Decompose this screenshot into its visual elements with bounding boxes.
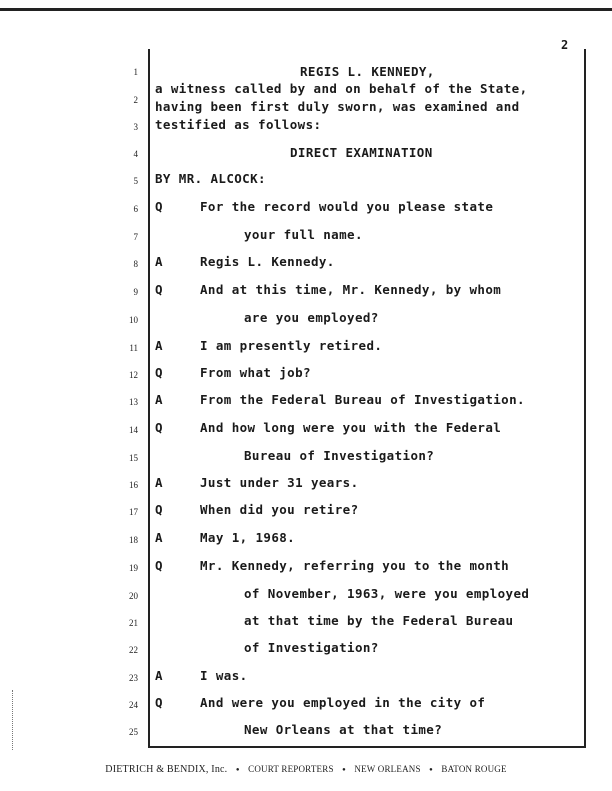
line-number: 1 bbox=[133, 67, 138, 77]
line-number: 24 bbox=[129, 700, 138, 710]
line-number: 7 bbox=[133, 232, 138, 242]
line-number: 14 bbox=[129, 425, 138, 435]
line-number: 6 bbox=[133, 204, 138, 214]
transcript-line: of Investigation? bbox=[244, 640, 379, 655]
footer-item-court-reporters: COURT REPORTERS bbox=[248, 764, 334, 774]
transcript-line: Mr. Kennedy, referring you to the month bbox=[200, 558, 510, 573]
top-rule bbox=[0, 8, 612, 11]
line-number: 13 bbox=[129, 397, 138, 407]
question-marker: Q bbox=[155, 502, 163, 517]
line-number: 3 bbox=[133, 122, 138, 132]
line-number: 8 bbox=[133, 259, 138, 269]
transcript-line: For the record would you please state bbox=[200, 199, 494, 214]
transcript-line: Regis L. Kennedy. bbox=[200, 254, 335, 269]
line-number: 12 bbox=[129, 370, 138, 380]
line-number: 21 bbox=[129, 618, 138, 628]
transcript-line: your full name. bbox=[244, 227, 363, 242]
footer-item-baton-rouge: BATON ROUGE bbox=[441, 764, 507, 774]
line-number: 11 bbox=[129, 343, 138, 353]
footer-separator: ● bbox=[429, 766, 433, 773]
line-number: 9 bbox=[133, 287, 138, 297]
line-number: 4 bbox=[133, 149, 138, 159]
transcript-line: having been first duly sworn, was examined and bbox=[155, 99, 520, 114]
answer-marker: A bbox=[155, 668, 163, 683]
footer-item-new-orleans: NEW ORLEANS bbox=[354, 764, 421, 774]
transcript-line: And how long were you with the Federal bbox=[200, 420, 502, 435]
question-marker: Q bbox=[155, 365, 163, 380]
line-number: 20 bbox=[129, 591, 138, 601]
question-marker: Q bbox=[155, 695, 163, 710]
line-number: 10 bbox=[129, 315, 138, 325]
transcript-line: Just under 31 years. bbox=[200, 475, 359, 490]
transcript-line: New Orleans at that time? bbox=[244, 722, 443, 737]
transcript-line: a witness called by and on behalf of the State, bbox=[155, 81, 528, 96]
transcript-line: I was. bbox=[200, 668, 248, 683]
answer-marker: A bbox=[155, 475, 163, 490]
margin-mark bbox=[12, 690, 19, 750]
line-number: 15 bbox=[129, 453, 138, 463]
question-marker: Q bbox=[155, 199, 163, 214]
transcript-line: BY MR. ALCOCK: bbox=[155, 171, 266, 186]
line-number: 18 bbox=[129, 535, 138, 545]
line-number: 22 bbox=[129, 645, 138, 655]
line-number: 25 bbox=[129, 727, 138, 737]
transcript-line: are you employed? bbox=[244, 310, 379, 325]
footer-separator: ● bbox=[235, 766, 240, 773]
question-marker: Q bbox=[155, 420, 163, 435]
transcript-line: And were you employed in the city of bbox=[200, 695, 486, 710]
transcript-line: at that time by the Federal Bureau bbox=[244, 613, 514, 628]
transcript-line: testified as follows: bbox=[155, 117, 322, 132]
section-heading: DIRECT EXAMINATION bbox=[290, 145, 433, 160]
line-number: 19 bbox=[129, 563, 138, 573]
answer-marker: A bbox=[155, 338, 163, 353]
line-number: 23 bbox=[129, 673, 138, 683]
footer-separator: ● bbox=[342, 766, 346, 773]
page-number: 2 bbox=[561, 38, 569, 52]
transcript-line: From what job? bbox=[200, 365, 311, 380]
line-number: 5 bbox=[133, 176, 138, 186]
question-marker: Q bbox=[155, 282, 163, 297]
answer-marker: A bbox=[155, 530, 163, 545]
line-number: 16 bbox=[129, 480, 138, 490]
line-number: 17 bbox=[129, 507, 138, 517]
transcript-line: When did you retire? bbox=[200, 502, 359, 517]
footer bbox=[0, 764, 612, 775]
transcript-line: From the Federal Bureau of Investigation. bbox=[200, 392, 525, 407]
question-marker: Q bbox=[155, 558, 163, 573]
witness-name: REGIS L. KENNEDY, bbox=[300, 64, 435, 79]
transcript-line: of November, 1963, were you employed bbox=[244, 586, 530, 601]
answer-marker: A bbox=[155, 392, 163, 407]
transcript-line: May 1, 1968. bbox=[200, 530, 296, 545]
footer-firm: DIETRICH & BENDIX, Inc. bbox=[105, 764, 228, 775]
transcript-line: And at this time, Mr. Kennedy, by whom bbox=[200, 282, 502, 297]
line-number: 2 bbox=[133, 95, 138, 105]
transcript-line: Bureau of Investigation? bbox=[244, 448, 435, 463]
answer-marker: A bbox=[155, 254, 163, 269]
transcript-line: I am presently retired. bbox=[200, 338, 383, 353]
